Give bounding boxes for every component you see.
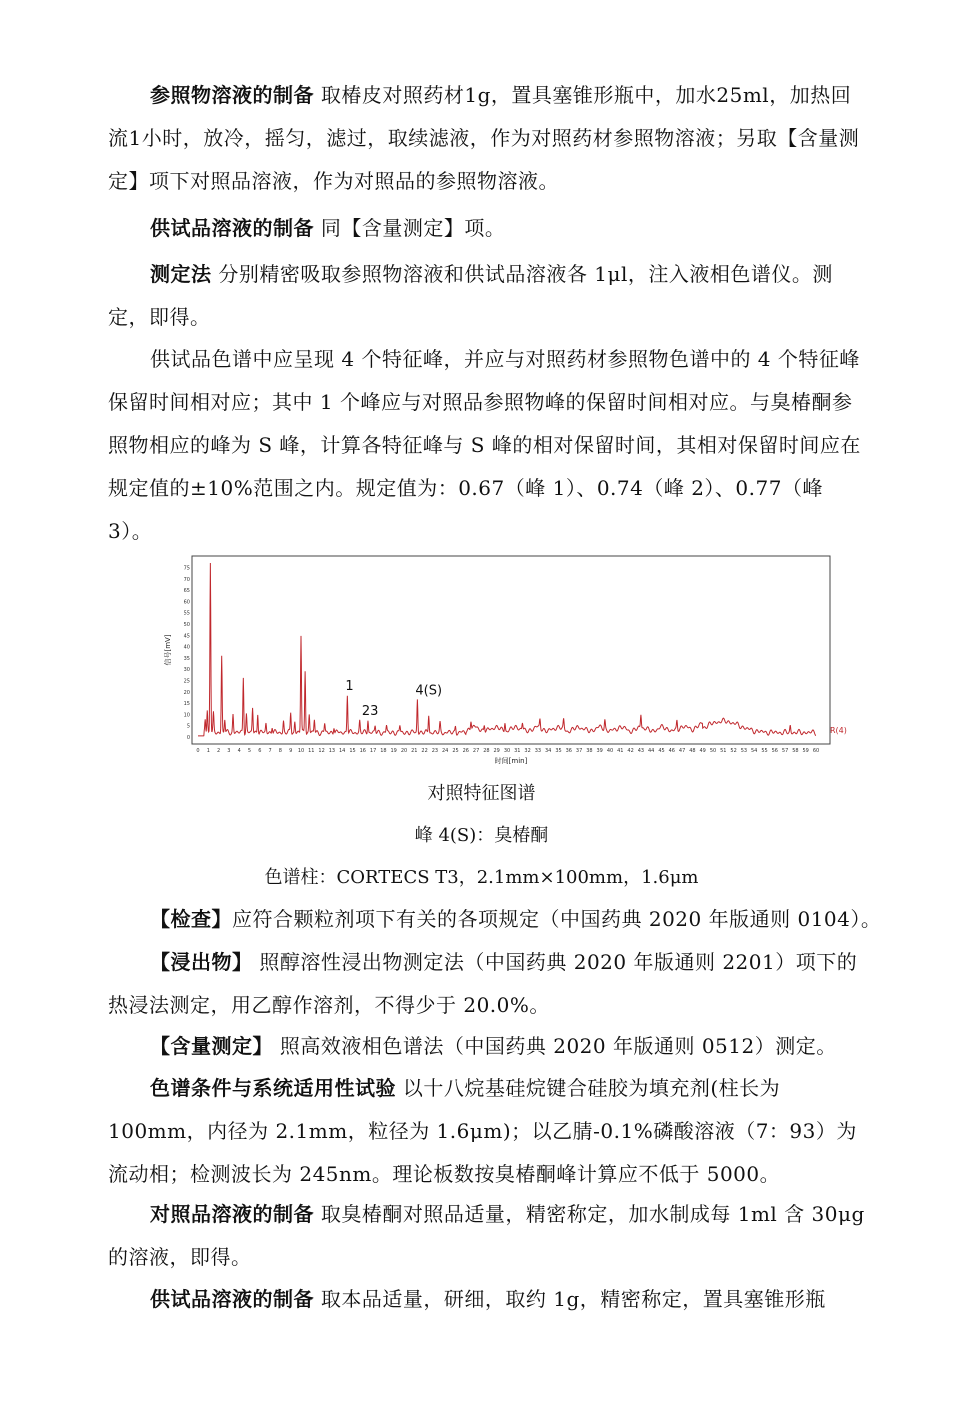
series-label: R(4) — [830, 726, 847, 735]
x-tick-label: 49 — [699, 748, 706, 754]
x-tick-label: 2 — [217, 748, 221, 754]
x-tick-label: 58 — [792, 748, 799, 754]
x-axis-label: 时间[min] — [494, 757, 528, 765]
text-assay: 照高效液相色谱法（中国药典 2020 年版通则 0512）测定。 — [273, 1034, 837, 1058]
x-tick-label: 10 — [297, 748, 305, 754]
y-tick-label: 0 — [186, 735, 190, 741]
text-sample-preparation: 取本品适量，研细，取约 1g，精密称定，置具塞锥形瓶 — [320, 1287, 826, 1311]
x-tick-label: 47 — [678, 748, 686, 754]
x-tick-label: 60 — [812, 748, 820, 754]
x-tick-label: 28 — [483, 748, 490, 754]
x-tick-label: 9 — [289, 748, 293, 754]
y-tick-label: 45 — [183, 633, 190, 640]
x-tick-label: 52 — [730, 748, 737, 754]
text-standard-solution: 取臭椿酮对照品适量，精密称定，加水制成每 1ml 含 30μg 的溶液，即得。 — [108, 1202, 865, 1269]
chromatogram-chart — [166, 555, 856, 765]
x-tick-label: 45 — [658, 748, 665, 754]
column-note: 色谱柱：CORTECS T3，2.1mm×100mm，1.6μm — [264, 867, 699, 888]
paragraph-sample-preparation — [108, 1278, 868, 1321]
x-tick-label: 53 — [740, 748, 748, 754]
paragraph-inspection — [108, 898, 888, 941]
y-tick-label: 15 — [183, 701, 190, 708]
y-tick-label: 25 — [183, 678, 190, 685]
text-reference-solution: 取椿皮对照药材1g，置具塞锥形瓶中，加水25ml，加热回流1小时，放冷，摇匀，滤过，取续滤液，作为对照药材参照物溶液；另取【含量测定】项下对照品溶液，作为对照品的参照物溶液。 — [108, 83, 860, 193]
x-tick-label: 29 — [493, 748, 500, 754]
peak-note: 峰 4(S)：臭椿酮 — [414, 825, 549, 846]
y-tick-label: 20 — [183, 689, 190, 696]
x-tick-label: 21 — [411, 748, 418, 754]
x-tick-label: 57 — [781, 748, 789, 754]
paragraph-assay — [108, 1025, 868, 1068]
y-tick-label: 50 — [183, 622, 190, 629]
x-tick-label: 11 — [308, 748, 315, 754]
heading-test-solution: 供试品溶液的制备 — [150, 216, 314, 240]
x-axis-ticks — [196, 748, 819, 754]
x-tick-label: 6 — [258, 748, 262, 754]
paragraph-chromatographic-conditions — [108, 1067, 868, 1196]
heading-reference-solution: 参照物溶液的制备 — [150, 83, 314, 107]
text-chromatographic-conditions: 以十八烷基硅烷键合硅胶为填充剂(柱长为100mm，内径为 2.1mm，粒径为 1.6μm)；以乙腈-0.1%磷酸溶液（7：93）为流动相；检测波长为 245nm。理论板数按臭椿酮峰计算应不低于 5000。 — [108, 1076, 857, 1186]
x-tick-label: 59 — [802, 748, 809, 754]
x-tick-label: 34 — [545, 748, 552, 754]
heading-inspection: 【检查】 — [150, 907, 232, 931]
text-method: 分别精密吸取参照物溶液和供试品溶液各 1μl，注入液相色谱仪。测定，即得。 — [108, 262, 833, 329]
paragraph-standard-solution — [108, 1193, 868, 1279]
x-tick-label: 31 — [514, 748, 521, 754]
peak-annotation: 4(S) — [415, 683, 443, 699]
x-tick-label: 15 — [349, 748, 356, 754]
y-tick-label: 55 — [183, 610, 190, 617]
heading-method: 测定法 — [150, 262, 212, 286]
x-tick-label: 36 — [565, 748, 572, 754]
y-axis-ticks — [184, 566, 190, 741]
x-tick-label: 17 — [369, 748, 377, 754]
x-tick-label: 37 — [575, 748, 583, 754]
y-tick-label: 75 — [183, 565, 190, 572]
x-tick-label: 16 — [359, 748, 366, 754]
x-tick-label: 32 — [524, 748, 531, 754]
x-tick-label: 19 — [390, 748, 397, 754]
x-tick-label: 33 — [534, 748, 542, 754]
x-tick-label: 42 — [627, 748, 634, 754]
x-tick-label: 4 — [237, 748, 241, 754]
x-tick-label: 27 — [472, 748, 480, 754]
x-tick-label: 38 — [586, 748, 593, 754]
paragraph-test-solution — [108, 207, 868, 250]
chart-frame — [192, 556, 830, 744]
x-tick-label: 0 — [196, 748, 200, 754]
y-tick-label: 10 — [183, 712, 190, 719]
heading-standard-solution: 对照品溶液的制备 — [150, 1202, 314, 1226]
paragraph-method — [108, 253, 868, 339]
heading-extract: 【浸出物】 — [150, 950, 253, 974]
heading-chromatographic-conditions: 色谱条件与系统适用性试验 — [150, 1076, 396, 1100]
x-tick-label: 5 — [247, 748, 252, 754]
y-axis-label: 信号[mV] — [164, 634, 172, 666]
peak-annotation: 23 — [361, 703, 379, 719]
peak-annotation: 1 — [345, 679, 354, 695]
x-tick-label: 54 — [751, 748, 758, 754]
x-tick-label: 48 — [689, 748, 696, 754]
text-inspection: 应符合颗粒剂项下有关的各项规定（中国药典 2020 年版通则 0104）。 — [232, 907, 882, 931]
text-characteristic-peaks: 供试品色谱中应呈现 4 个特征峰，并应与对照药材参照物色谱中的 4 个特征峰保留时间相对应；其中 1 个峰应与对照品参照物峰的保留时间相对应。与臭椿酮参照物相应的峰为 S 峰，计算各特征峰与 S 峰的相对保留时间，其相对保留时间应在规定值的±10%范围之内。规定值为：0.67（峰 1）、0.74（峰 2）、0.77（峰 3）。 — [108, 347, 861, 543]
x-tick-label: 3 — [227, 748, 231, 754]
x-tick-label: 18 — [380, 748, 387, 754]
x-tick-label: 39 — [596, 748, 603, 754]
x-tick-label: 41 — [617, 748, 624, 754]
x-tick-label: 51 — [720, 748, 727, 754]
y-tick-label: 30 — [183, 667, 190, 674]
x-tick-label: 35 — [555, 748, 562, 754]
x-tick-label: 1 — [206, 748, 210, 754]
x-tick-label: 23 — [431, 748, 439, 754]
x-tick-label: 20 — [400, 748, 408, 754]
x-tick-label: 26 — [462, 748, 469, 754]
paragraph-characteristic-peaks — [108, 338, 868, 553]
x-tick-label: 7 — [268, 748, 272, 754]
y-tick-label: 35 — [183, 655, 190, 662]
heading-assay: 【含量测定】 — [150, 1034, 273, 1058]
x-tick-label: 13 — [328, 748, 336, 754]
x-tick-label: 40 — [606, 748, 614, 754]
x-tick-label: 8 — [278, 748, 282, 754]
x-tick-label: 30 — [503, 748, 511, 754]
x-tick-label: 46 — [668, 748, 675, 754]
y-tick-label: 65 — [183, 588, 190, 595]
x-tick-label: 50 — [709, 748, 717, 754]
y-tick-label: 60 — [183, 599, 190, 606]
x-tick-label: 12 — [318, 748, 325, 754]
heading-sample-preparation: 供试品溶液的制备 — [150, 1287, 314, 1311]
text-test-solution: 同【含量测定】项。 — [320, 216, 506, 240]
x-tick-label: 14 — [339, 748, 346, 754]
y-tick-label: 40 — [183, 644, 190, 651]
x-tick-label: 44 — [648, 748, 655, 754]
text-extract: 照醇溶性浸出物测定法（中国药典 2020 年版通则 2201）项下的热浸法测定，用乙醇作溶剂，不得少于 20.0%。 — [108, 950, 858, 1017]
x-tick-label: 55 — [761, 748, 768, 754]
x-tick-label: 24 — [442, 748, 449, 754]
y-tick-label: 5 — [186, 723, 190, 730]
x-tick-label: 22 — [421, 748, 428, 754]
x-tick-label: 43 — [637, 748, 645, 754]
y-tick-label: 70 — [183, 576, 190, 583]
paragraph-extract — [108, 941, 868, 1027]
paragraph-reference-solution — [108, 74, 868, 203]
x-tick-label: 56 — [771, 748, 778, 754]
x-tick-label: 25 — [452, 748, 459, 754]
chart-title: 对照特征图谱 — [427, 783, 536, 804]
